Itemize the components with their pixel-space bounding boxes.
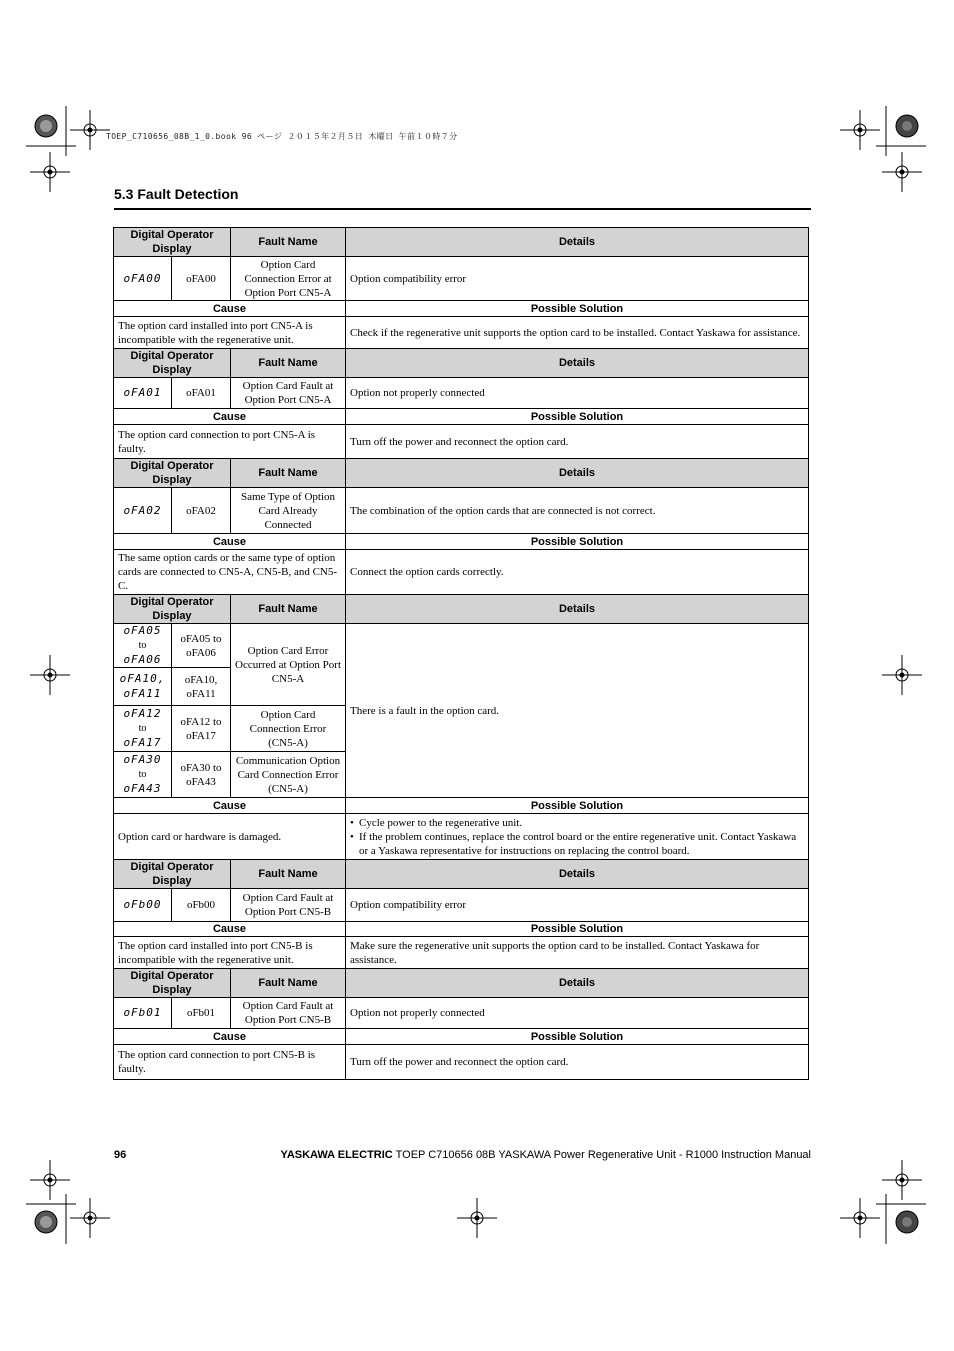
fault-details: Option not properly connected [346,378,809,409]
header-fault-name: Fault Name [231,349,346,378]
registration-target-icon [30,152,70,192]
display-to: oFA11 [123,687,162,700]
page-number: 96 [114,1149,127,1161]
solution-list [350,816,804,858]
footer-doc: TOEP C710656 08B YASKAWA Power Regenerative Unit - R1000 Instruction Manual [395,1149,811,1161]
fault-solution: Turn off the power and reconnect the option card. [346,1045,809,1080]
header-details: Details [346,349,809,378]
header-solution: Possible Solution [346,409,809,425]
footer-text [281,1149,812,1161]
footer-brand: YASKAWA ELECTRIC [280,1149,393,1161]
operator-display: oFA01 [114,378,172,409]
display-to: oFA17 [123,736,162,749]
print-header: TOEP_C710656_08B_1_0.book 96 ページ ２０１５年２月５日 木曜日 午前１０時７分 [106,132,458,141]
operator-display: oFb01 [114,998,172,1029]
operator-display: oFb00 [114,889,172,922]
header-details: Details [346,228,809,257]
header-cause: Cause [114,534,346,550]
solution-item: • If the problem continues, replace the control board or the entire regenerative unit. Contact Yaskawa or a Yaskawa representative for instructions on replacing the control board. [350,830,804,858]
fault-solution: Make sure the regenerative unit supports the option card to be installed. Contact Yaskawa for assistance. [346,937,809,969]
range-separator: to [138,723,147,734]
header-solution: Possible Solution [346,922,809,937]
fault-name: Option Card Connection Error at Option Port CN5-A [231,257,346,301]
solution-item: • Cycle power to the regenerative unit. [350,816,804,830]
registration-target-icon [840,1198,880,1238]
operator-display: oFA02 [114,488,172,534]
header-fault-name: Fault Name [231,459,346,488]
fault-name: Option Card Fault at Option Port CN5-B [231,998,346,1029]
fault-code: oFA02 [172,488,231,534]
fault-cause: The same option cards or the same type of option cards are connected to CN5-A, CN5-B, and CN5-C. [114,550,346,595]
registration-target-icon [70,1198,110,1238]
header-fault-name: Fault Name [231,228,346,257]
fault-details: Option compatibility error [346,889,809,922]
header-fault-name: Fault Name [231,595,346,624]
header-fault-name: Fault Name [231,860,346,889]
header-cause: Cause [114,1029,346,1045]
range-separator: to [138,640,147,651]
header-solution: Possible Solution [346,534,809,550]
section-rule [114,208,811,210]
fault-name: Option Card Fault at Option Port CN5-A [231,378,346,409]
fault-name: Option Card Error Occurred at Option Port CN5-A [231,624,346,706]
display-to: oFA06 [123,653,162,666]
fault-solution: Connect the option cards correctly. [346,550,809,595]
registration-target-icon [30,655,70,695]
fault-code: oFb01 [172,998,231,1029]
header-display: Digital Operator Display [114,595,231,624]
header-details: Details [346,860,809,889]
crop-mark-icon [876,1194,926,1244]
operator-display [114,752,172,798]
header-solution: Possible Solution [346,301,809,317]
header-details: Details [346,969,809,998]
header-cause: Cause [114,922,346,937]
fault-details: Option not properly connected [346,998,809,1029]
fault-cause: Option card or hardware is damaged. [114,814,346,860]
fault-code: oFA10, oFA11 [172,668,231,706]
fault-details: There is a fault in the option card. [346,624,809,798]
header-display: Digital Operator Display [114,860,231,889]
header-display: Digital Operator Display [114,969,231,998]
header-display: Digital Operator Display [114,228,231,257]
operator-display [114,706,172,752]
registration-target-icon [840,110,880,150]
fault-cause: The option card installed into port CN5-A is incompatible with the regenerative unit. [114,317,346,349]
header-display: Digital Operator Display [114,459,231,488]
display-to: oFA43 [123,782,162,795]
fault-solution [346,814,809,860]
fault-solution: Turn off the power and reconnect the option card. [346,425,809,459]
operator-display: oFA00 [114,257,172,301]
range-separator: to [138,769,147,780]
registration-target-icon [882,655,922,695]
registration-target-icon [882,152,922,192]
fault-table [113,227,809,1080]
header-fault-name: Fault Name [231,969,346,998]
fault-details: The combination of the option cards that are connected is not correct. [346,488,809,534]
operator-display [114,624,172,668]
display-from: oFA05 [123,624,162,637]
header-details: Details [346,595,809,624]
header-solution: Possible Solution [346,1029,809,1045]
registration-target-icon [70,110,110,150]
registration-target-icon [457,1198,497,1238]
display-from: oFA30 [123,753,162,766]
fault-cause: The option card connection to port CN5-B is faulty. [114,1045,346,1080]
crop-mark-icon [26,106,76,156]
fault-code: oFA30 to oFA43 [172,752,231,798]
operator-display [114,668,172,706]
header-solution: Possible Solution [346,798,809,814]
display-from: oFA12 [123,707,162,720]
fault-name: Option Card Connection Error (CN5-A) [231,706,346,752]
fault-code: oFA12 to oFA17 [172,706,231,752]
header-cause: Cause [114,301,346,317]
section-title: 5.3 Fault Detection [114,186,239,202]
fault-name: Communication Option Card Connection Error (CN5-A) [231,752,346,798]
crop-mark-icon [876,106,926,156]
fault-code: oFA01 [172,378,231,409]
fault-code: oFb00 [172,889,231,922]
crop-mark-icon [26,1194,76,1244]
fault-name: Same Type of Option Card Already Connected [231,488,346,534]
display-from: oFA10, [119,672,166,685]
header-cause: Cause [114,409,346,425]
fault-code: oFA05 to oFA06 [172,624,231,668]
fault-details: Option compatibility error [346,257,809,301]
header-cause: Cause [114,798,346,814]
fault-solution: Check if the regenerative unit supports the option card to be installed. Contact Yaskawa for assistance. [346,317,809,349]
header-details: Details [346,459,809,488]
fault-code: oFA00 [172,257,231,301]
fault-name: Option Card Fault at Option Port CN5-B [231,889,346,922]
header-display: Digital Operator Display [114,349,231,378]
fault-cause: The option card installed into port CN5-B is incompatible with the regenerative unit. [114,937,346,969]
fault-cause: The option card connection to port CN5-A is faulty. [114,425,346,459]
